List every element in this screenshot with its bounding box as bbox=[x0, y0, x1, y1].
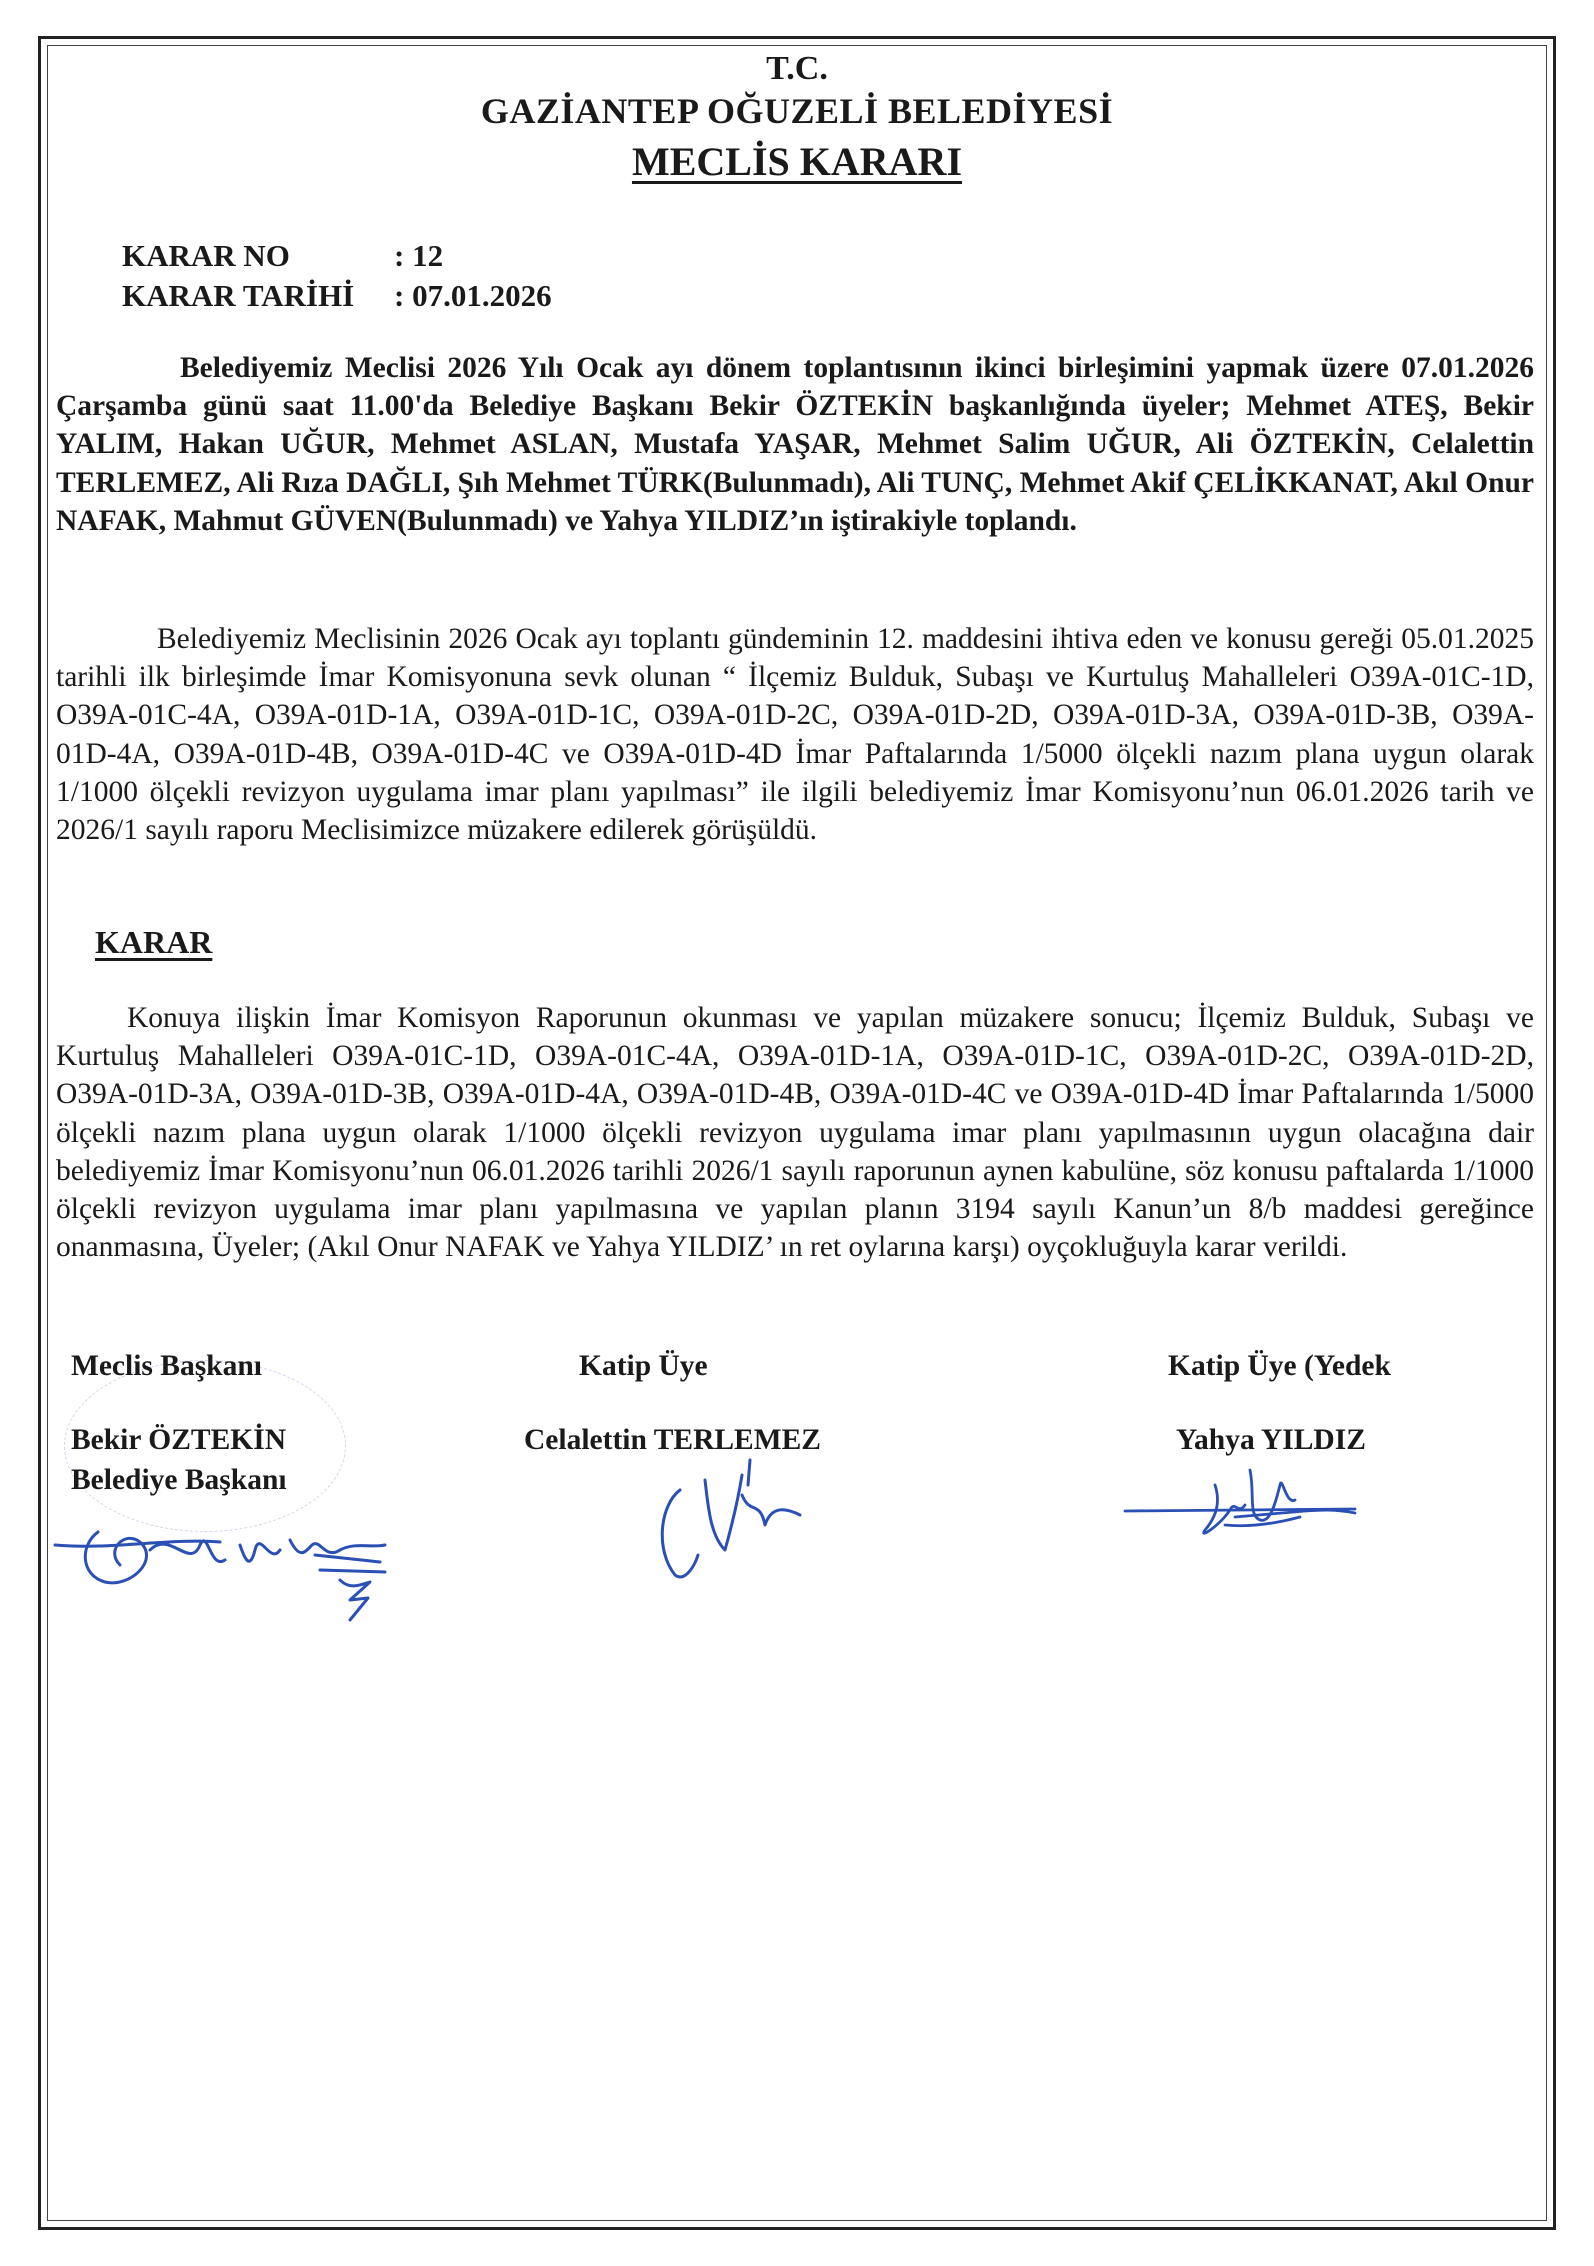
agenda-paragraph bbox=[56, 620, 1534, 849]
karar-no-value: : 12 bbox=[394, 238, 444, 273]
karar-tarihi-value: : 07.01.2026 bbox=[394, 278, 552, 313]
header-tc: T.C. bbox=[766, 50, 828, 87]
clerk-signature bbox=[650, 1455, 830, 1585]
chairman-title: Meclis Başkanı bbox=[71, 1350, 262, 1382]
karar-no-row bbox=[122, 238, 443, 274]
karar-tarihi-label: KARAR TARİHİ bbox=[122, 278, 355, 313]
substitute-clerk-title: Katip Üye (Yedek bbox=[1168, 1350, 1391, 1382]
karar-tarihi-row bbox=[122, 278, 552, 314]
substitute-clerk-name: Yahya YILDIZ bbox=[1176, 1424, 1366, 1456]
decision-text: Konuya ilişkin İmar Komisyon Raporunun okunması ve yapılan müzakere sonucu; İlçemiz Bulduk, Subaşı ve Kurtuluş Mahalleleri O39A-01C-1D, O39A-01C-4A, O39A-01D-1A, O39A-01D-1C, O39A-01D-2C, O39A-01D-2D, O39A-01D-3A, O39A-01D-3B, O39A-01D-4A, O39A-01D-4B, O39A-01D-4C ve O39A-01D-4D İmar Paftalarında 1/5000 ölçekli nazım plana uygun olarak 1/1000 ölçekli revizyon uygulama imar planı yapılmasının uygun olacağına dair belediyemiz İmar Komisyonu’nun 06.01.2026 tarihli 2026/1 sayılı raporunun aynen kabulüne, söz konusu paftalarda 1/1000 ölçekli revizyon uygulama imar planı yapılmasına ve yapılan planın 3194 sayılı Kanun’un 8/b maddesi gereğince onanmasına, Üyeler; (Akıl Onur NAFAK ve Yahya YILDIZ’ ın ret oylarına karşı) oyçokluğuyla karar verildi. bbox=[56, 1002, 1534, 1264]
chairman-role: Belediye Başkanı bbox=[71, 1464, 287, 1496]
decision-paragraph bbox=[56, 999, 1534, 1266]
signature-block-chairman bbox=[71, 1346, 287, 1500]
substitute-clerk-signature bbox=[1120, 1455, 1380, 1575]
chairman-signature bbox=[50, 1490, 450, 1650]
document-title-text: MECLİS KARARI bbox=[631, 139, 963, 184]
intro-text: Belediyemiz Meclisi 2026 Yılı Ocak ayı dönem toplantısının ikinci birleşimini yapmak üzere 07.01.2026 Çarşamba günü saat 11.00'da Belediye Başkanı Bekir ÖZTEKİN başkanlığında üyeler; Mehmet ATEŞ, Bekir YALIM, Hakan UĞUR, Mehmet ASLAN, Mustafa YAŞAR, Mehmet Salim UĞUR, Ali ÖZTEKİN, Celalettin TERLEMEZ, Ali Rıza DAĞLI, Şıh Mehmet TÜRK(Bulunmadı), Ali TUNÇ, Mehmet Akif ÇELİKKANAT, Akıl Onur NAFAK, Mahmut GÜVEN(Bulunmadı) ve Yahya YILDIZ’ın iştirakiyle toplandı. bbox=[56, 352, 1534, 537]
agenda-text: Belediyemiz Meclisinin 2026 Ocak ayı toplantı gündeminin 12. maddesini ihtiva eden ve konusu gereği 05.01.2025 tarihli ilk birleşimde İmar Komisyonuna sevk olunan “ İlçemiz Bulduk, Subaşı ve Kurtuluş Mahalleleri O39A-01C-1D, O39A-01C-4A, O39A-01D-1A, O39A-01D-1C, O39A-01D-2C, O39A-01D-2D, O39A-01D-3A, O39A-01D-3B, O39A-01D-4A, O39A-01D-4B, O39A-01D-4C ve O39A-01D-4D İmar Paftalarında 1/5000 ölçekli nazım plana uygun olarak 1/1000 ölçekli revizyon uygulama imar planı yapılması” ile ilgili belediyemiz İmar Komisyonu’nun 06.01.2026 tarih ve 2026/1 sayılı raporu Meclisimizce müzakere edilerek görüşüldü. bbox=[56, 623, 1534, 847]
karar-no-label: KARAR NO bbox=[122, 238, 290, 273]
chairman-name: Bekir ÖZTEKİN bbox=[71, 1424, 287, 1456]
clerk-title: Katip Üye bbox=[579, 1350, 708, 1382]
clerk-name: Celalettin TERLEMEZ bbox=[524, 1424, 821, 1456]
karar-heading: KARAR bbox=[95, 924, 213, 960]
header-municipality: GAZİANTEP OĞUZELİ BELEDİYESİ bbox=[480, 91, 1114, 131]
document-title bbox=[0, 138, 1594, 185]
intro-paragraph bbox=[56, 349, 1534, 540]
